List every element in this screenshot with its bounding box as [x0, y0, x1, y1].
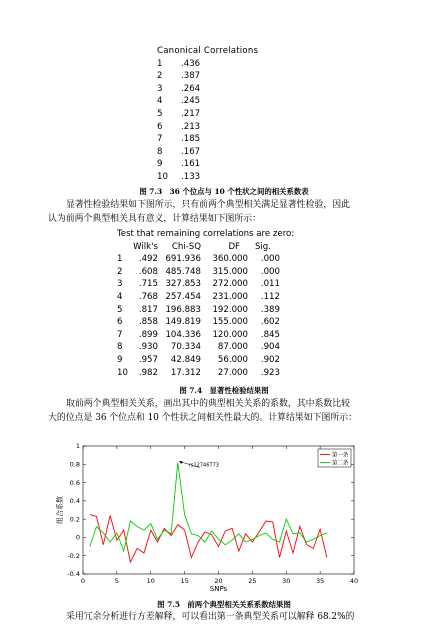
significance-row [117, 354, 307, 367]
legend-label: 第一条 [332, 452, 349, 459]
significance-title: Test that remaining correlations are zero: [117, 229, 295, 239]
significance-cell: .112 [260, 291, 280, 302]
significance-rows [117, 253, 307, 379]
canonical-title: Canonical Correlations [157, 46, 259, 56]
canonical-row [157, 158, 200, 171]
x-tick-label: 0 [80, 577, 86, 585]
paragraph-redundancy: 采用冗余分析进行方差解释，可以看出第一条典型关系可以解释 68.2%的 [66, 612, 355, 622]
y-tick-label: 0.4 [69, 497, 80, 506]
significance-header: Chi-SQ [171, 241, 201, 252]
significance-header: Wilk's [133, 241, 158, 252]
y-tick-label: -0.4 [67, 570, 80, 579]
canonical-value: .185 [181, 134, 201, 145]
significance-cell: .902 [260, 354, 280, 365]
significance-cell: .768 [138, 291, 158, 302]
significance-cell: 17.312 [170, 367, 201, 378]
significance-row [117, 316, 307, 329]
significance-cell: 4 [117, 291, 123, 302]
canonical-index: 8 [157, 146, 163, 157]
significance-cell: 272.000 [212, 279, 248, 290]
significance-row [117, 278, 307, 291]
canonical-row [157, 95, 200, 108]
figure-caption-7-5: 图 7.5 前两个典型相关关系系数结果图 [157, 600, 291, 609]
significance-cell: .930 [138, 342, 158, 353]
significance-header-row [117, 241, 307, 254]
significance-header: Sig. [254, 241, 271, 252]
annotation-label: rs12746773 [188, 462, 219, 469]
significance-cell: .608 [138, 266, 158, 277]
canonical-index: 10 [157, 171, 168, 182]
significance-cell: 104.336 [165, 329, 201, 340]
significance-output [117, 228, 307, 379]
canonical-index: 4 [157, 96, 163, 107]
significance-row [117, 304, 307, 317]
y-tick-label: -0.2 [67, 551, 80, 560]
y-tick-label: 0.8 [69, 460, 80, 469]
canonical-row [157, 58, 200, 71]
canonical-row [157, 83, 200, 96]
canonical-value: .245 [181, 96, 201, 107]
significance-cell: 231.000 [212, 291, 248, 302]
significance-cell: 192.000 [212, 304, 248, 315]
canonical-row [157, 70, 200, 83]
y-axis-label: 组合系数 [56, 496, 64, 524]
y-tick-label: 0.6 [69, 478, 80, 487]
significance-cell: 196.883 [165, 304, 201, 315]
paragraph-line: 大的位点是 36 个位点和 10 个性状之间相关性最大的。计算结果如下图所示： [48, 412, 357, 423]
significance-cell: .845 [260, 329, 280, 340]
significance-row [117, 253, 307, 266]
canonical-table [157, 58, 200, 184]
canonical-index: 1 [157, 58, 163, 69]
significance-cell: .817 [138, 304, 158, 315]
paragraph-line: 认为前两个典型相关具有意义，计算结果如下图所示： [48, 213, 261, 224]
x-tick-label: 15 [180, 577, 189, 585]
canonical-value: .167 [181, 146, 201, 157]
significance-cell: 70.334 [170, 342, 201, 353]
significance-cell: 155.000 [212, 317, 248, 328]
canonical-value: .133 [181, 171, 201, 182]
significance-cell: .715 [138, 279, 158, 290]
canonical-row [157, 108, 200, 121]
paragraph-coefficients [48, 398, 428, 425]
canonical-row [157, 121, 200, 134]
significance-cell: .000 [260, 254, 280, 265]
y-tick-label: 0 [75, 533, 80, 542]
x-tick-label: 10 [146, 577, 155, 585]
significance-row [117, 291, 307, 304]
significance-cell: 42.849 [170, 354, 201, 365]
significance-cell: 120.000 [212, 329, 248, 340]
canonical-row [157, 171, 200, 184]
significance-cell: 1 [117, 254, 123, 265]
canonical-correlations-output [157, 45, 258, 184]
significance-header: DF [228, 241, 240, 252]
coefficient-line-chart [48, 432, 368, 597]
significance-row [117, 367, 307, 380]
canonical-index: 6 [157, 121, 163, 132]
figure-caption-7-4: 图 7.4 显著性检验结果图 [179, 386, 269, 395]
canonical-index: 5 [157, 108, 163, 119]
y-tick-label: 1 [75, 442, 80, 451]
x-tick-label: 5 [114, 577, 119, 585]
x-tick-label: 25 [248, 577, 257, 585]
x-tick-label: 40 [349, 577, 359, 585]
significance-cell: 5 [117, 304, 123, 315]
significance-cell: .492 [138, 254, 158, 265]
significance-cell: .389 [260, 304, 280, 315]
significance-cell: 360.000 [212, 254, 248, 265]
significance-cell: 149.819 [165, 317, 201, 328]
canonical-row [157, 146, 200, 159]
significance-row [117, 266, 307, 279]
significance-cell: 8 [117, 342, 123, 353]
y-tick-label: 0.2 [69, 515, 80, 524]
significance-cell: .011 [260, 279, 280, 290]
significance-cell: .602 [260, 317, 280, 328]
x-tick-label: 35 [315, 577, 325, 585]
significance-cell: 6 [117, 317, 123, 328]
significance-cell: 9 [117, 354, 123, 365]
significance-cell: 257.454 [165, 291, 201, 302]
significance-row [117, 341, 307, 354]
significance-row [117, 329, 307, 342]
significance-cell: .000 [260, 266, 280, 277]
paragraph-line: 显著性检验结果如下图所示，只有前两个典型相关满足显著性检验，因此 [66, 200, 350, 210]
significance-cell: 315.000 [212, 266, 248, 277]
figure-caption-7-3: 图 7.3 36 个位点与 10 个性状之间的相关系数表 [139, 187, 309, 196]
canonical-value: .161 [181, 159, 201, 170]
canonical-row [157, 133, 200, 146]
paragraph-line: 取前两个典型相关关系，画出其中的典型相关关系的系数，其中系数比较 [66, 399, 350, 409]
x-tick-label: 30 [282, 577, 291, 585]
paragraph-significance [48, 199, 418, 226]
significance-cell: 485.748 [165, 266, 201, 277]
significance-cell: .904 [260, 342, 280, 353]
canonical-value: .217 [181, 108, 201, 119]
significance-cell: 691.936 [165, 254, 201, 265]
canonical-value: .213 [181, 121, 201, 132]
significance-cell: .899 [138, 329, 158, 340]
canonical-value: .387 [181, 71, 201, 82]
significance-cell: 56.000 [217, 354, 248, 365]
significance-cell: 10 [117, 367, 128, 378]
significance-cell: 2 [117, 266, 123, 277]
legend-label: 第二条 [332, 460, 349, 467]
significance-cell: 327.853 [165, 279, 201, 290]
canonical-value: .436 [181, 58, 201, 69]
x-axis-label: SNPs [209, 585, 228, 593]
significance-cell: .982 [138, 367, 158, 378]
significance-cell: 87.000 [217, 342, 248, 353]
x-tick-label: 20 [214, 577, 223, 585]
canonical-index: 9 [157, 159, 163, 170]
significance-cell: .858 [138, 317, 158, 328]
canonical-value: .264 [181, 83, 201, 94]
significance-cell: 7 [117, 329, 123, 340]
canonical-index: 2 [157, 71, 163, 82]
significance-cell: .957 [138, 354, 158, 365]
significance-cell: .923 [260, 367, 280, 378]
canonical-index: 7 [157, 134, 163, 145]
significance-cell: 3 [117, 279, 123, 290]
significance-cell: 27.000 [217, 367, 248, 378]
canonical-index: 3 [157, 83, 163, 94]
